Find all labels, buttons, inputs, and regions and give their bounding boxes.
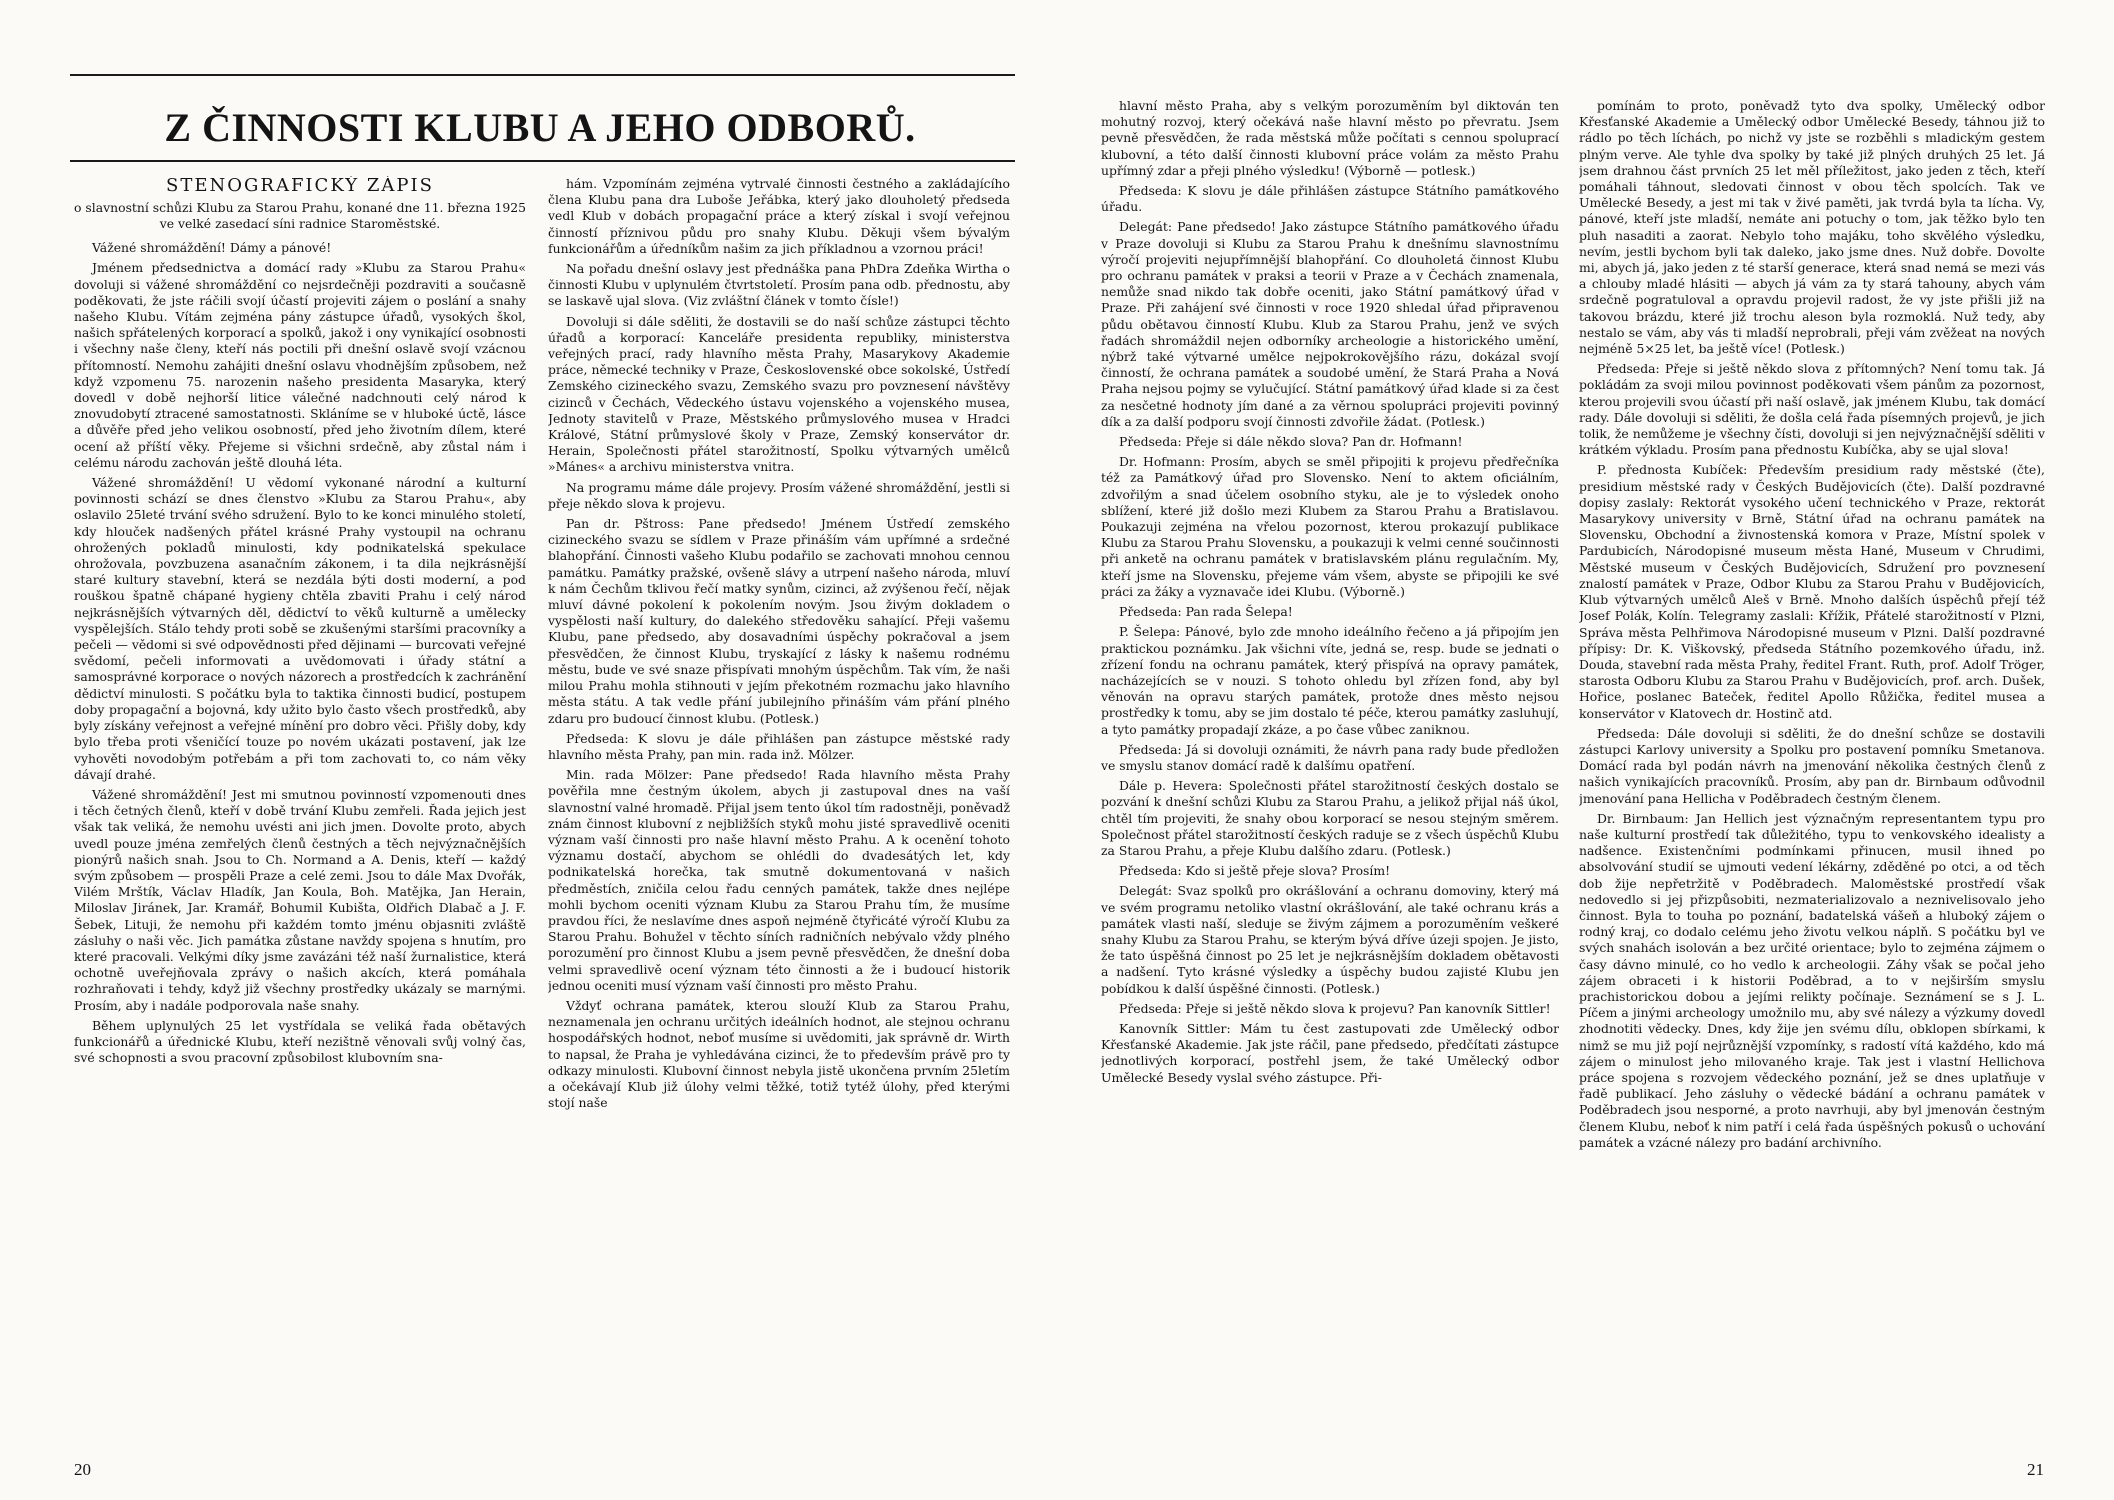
paragraph: Pan dr. Pštross: Pane předsedo! Jménem Ústředí zemského cizineckého svazu se sídlem v Praze přináším vám upřímné a srdečné blahopřání. Činnosti vašeho Klubu podařilo se zachovati mnohou cennou památku. Památky pražské, ovšeně slávy a utrpení našeho národa, mluví k nám Čechům tklivou řečí matky synům, cizinci, až zvýšenou řečí, nějak mluví dávné pokolení k pokolením novým. Jsou živým dokladem o vyspělosti naší kultury, do dalekého středověku sahající. Přeji vašemu Klubu, pane předsedo, aby dosavadními úspěchy pokračoval a jsem přesvědčen, že činnost Klubu, tryskající z lásky k našemu rodnému městu, bude ve své snaze přispívati mnohým úspěchům. Tak vím, že naši milou Prahu mohla stihnouti v jejím překotném rozmachu jako hlavního města státu. A tak vedle přání jubilejního přináším vám přání plného zdaru pro budoucí činnost klubu. (Potlesk.): [548, 516, 1010, 726]
page-title: Z ČINNOSTI KLUBU A JEHO ODBORŮ.: [164, 105, 916, 150]
paragraph: Předseda: Přeje si ještě někdo slova z přítomných? Není tomu tak. Já pokládám za svoji milou povinnost poděkovati všem pánům za pozornost, kterou projevili svou účastí při naší oslavě, jak jménem Klubu, tak domácí rady. Dále dovoluji si sděliti, že došla celá řada písemných projevů, je jich tolik, že nemůžeme je všechny čísti, dovoluji si jen nejvýznačnější sděliti v krátkém výkladu. Prosím pana přednostu Kubíčka, aby se ujal slova!: [1579, 361, 2045, 458]
paragraph: Předseda: Já si dovoluji oznámiti, že návrh pana rady bude předložen ve smyslu stanov domácí radě k dalšímu opatření.: [1101, 741, 1559, 773]
title-rule: [70, 160, 1015, 162]
paragraph: P. přednosta Kubíček: Především presidium rady městské (čte), presidium městské rady v Českých Budějovicích (čte). Další pozdravné dopisy zaslaly: Rektorát vysokého učení technického v Praze, rektorát Masarykovy university v Brně, Státní úřad na ochranu památek na Slovensku, Obchodní a živnostenská komora v Praze, Místní spolek v Pardubicích, Národopisné museum města Hané, Museum v Chrudimi, Městské museum v Českých Budějovicích, Sdružení pro povznesení znalostí památek v Praze, Odbor Klubu za Starou Prahu v Budějovicích, Klub výtvarných umělců Aleš v Brně. Mnoho dalších úspěchů přejí též Josef Polák, Kolín. Telegramy zaslali: Křížik, Přátelé starožitností v Plzni, Správa města Pelhřimova Národopisné museum v Plzni. Další pozdravné přípisy: Dr. K. Viškovský, předseda Státního pozemkového úřadu, inž. Douda, stavební rada města Prahy, ředitel Frant. Ruth, prof. Adolf Tröger, starosta Odboru Klubu za Starou Prahu v Budějovicích, prof. arch. Dušek, Hořice, poslanec Bateček, ředitel Apollo Růžička, ředitel musea a konservátor v Klatovech dr. Hostinč atd.: [1579, 462, 2045, 721]
paragraph: Předseda: Pan rada Šelepa!: [1119, 604, 1293, 620]
paragraph: Vždyť ochrana památek, kterou slouží Klub za Starou Prahu, neznamenala jen ochranu určitých ideálních hodnot, ale stejnou ochranu hospodářských hodnot, neboť musíme si uvědomiti, jak správně dr. Wirth to napsal, že Praha je vyhledávána cizinci, že to především právě pro ty odkazy minulosti. Klubovní činnost nebyla jistě ukončena prvním 25letím a očekávají Klub již úlohy velmi těžké, totiž tytéž úlohy, před kterými stojí naše: [548, 997, 1010, 1111]
paragraph: P. Šelepa: Pánové, bylo zde mnoho ideálního řečeno a já připojím jen praktickou poznámku. Jak všichni víte, jedná se, resp. bude se jednati o zřízení fondu na ochranu památek, který přispívá na opravy památek, nacházejících se v nouzi. S tohoto ohledu byl zřízen fond, aby byl věnován na opravu starých památek, protože dnes město nejsou prostředky k tomu, aby se jim dostalo té péče, kterou památky zasluhují, a tyto památky propadají zkáze, a po čase vůbec zaniknou.: [1101, 624, 1559, 737]
paragraph: Předseda: Kdo si ještě přeje slova? Prosím!: [1119, 863, 1391, 879]
paragraph: Během uplynulých 25 let vystřídala se veliká řada obětavých funkcionářů a úřednické Klubu, kteří nezištně věnovali svůj volný čas, své schopnosti a svou pracovní způsobilost klubovním sna-: [74, 1017, 526, 1066]
right-column-2: [1579, 98, 2045, 1438]
section-heading: STENOGRAFICKÝ ZÁPIS: [166, 176, 434, 196]
paragraph: Delegát: Svaz spolků pro okrášlování a ochranu domoviny, který má ve svém programu netoliko vlastní okrášlování, ale také ochranu krás a památek vlasti naší, sleduje se živým zájmem a porozuměním veškeré snahy Klubu za Starou Prahu, se kterým bývá dříve úzeji spojen. Je jisto, že tato úspěšná činnost po 25 let je nejkrásnějším dokladem obětavosti a nadšení. Tyto krásné výsledky a úspěchy budou zajisté Klubu jen pobídkou k další úspěšné činnosti. (Potlesk.): [1101, 883, 1559, 996]
left-column-2: [548, 176, 1010, 1438]
paragraph: Dr. Hofmann: Prosím, abych se směl připojiti k projevu předřečníka též za Památkový úřad pro Slovensko. Není to aktem oficiálním, zdvořilým a snad účelem osobního styku, ale je to výsledek onoho sblížení, které již došlo mezi Klubem za Starou Prahu a Bratislavou. Poukazuji zejména na vřelou pozornost, kterou prokazují publikace Klubu za Starou Prahu Slovensku, a poukazuji k velmi cenné součinnosti při anketě na ochranu památek v bratislavském plánu regulačním. My, kteří jsme na Slovensku, přejeme vám všem, abyste se připojili ke své práci za žáky a vyznavače idei Klubu. (Výborně.): [1101, 454, 1559, 599]
section-subheading: o slavnostní schůzi Klubu za Starou Prahu, konané dne 11. března 1925 ve velké zasedací síni radnice Staroměstské.: [74, 200, 526, 232]
paragraph: hlavní město Praha, aby s velkým porozuměním byl diktován ten mohutný rozvoj, který očekává naše hlavní město po převratu. Jsem pevně přesvědčen, že rada městská může počítati s cennou spoluprací klubovní, a této další činnosti klubovní práce volám za město Prahu upřímný zdar a přeji plného výsledku! (Výborně — potlesk.): [1101, 98, 1559, 178]
paragraph: Vážené shromáždění! U vědomí vykonané národní a kulturní povinnosti schází se dnes členstvo »Klubu za Starou Prahu«, aby oslavilo 25leté trvání svého sdružení. Bylo to ke konci minulého století, kdy hlouček nadšených přátel krásné Prahy vystoupil na ochranu ohrožených pokladů minulosti, kdy podnikatelská spekulace ohrožovala, povzbuzena asanačním zákonem, i ta dila nejkrásnější staré kultury stavební, která se nezdála býti dosti moderní, a pod rouškou špatně chápané hygieny chtěla zbaviti Prahu i celý národ nejkrásnějších výtvarných děl, dědictví to věků kulturně a umělecky vyspělejších. Stálo tehdy proti sobě se zkušenými staršími pracovníky a pečeli — vědomi si své odpovědnosti před dějinami — burcovati veřejné svědomí, pečeli informovati a uvědomovati i úřady státní a samosprávné korporace o nových názorech a prostředcích k zachránění dědictví minulosti. S počátku byla to taktika činnosti budicí, postupem doby propagační a bojovná, kdy užito bylo často všech prostředků, aby byly získány veřejnost a veřejné mínění pro dobro věci. Přišly doby, kdy bylo třeba proti všeničící touze po novém ukázati postavení, jak lze vyhověti novodobým potřebám a při tom zachovati to, co nám věky dávají drahé.: [74, 475, 526, 782]
paragraph: Předseda: Přeje si ještě někdo slova k projevu? Pan kanovník Sittler!: [1119, 1000, 1551, 1016]
right-column-1: [1101, 98, 1559, 1438]
paragraph: Předseda: Přeje si dále někdo slova? Pan dr. Hofmann!: [1119, 434, 1463, 450]
page-number-right: 21: [2027, 1460, 2044, 1479]
page-number-left: 20: [74, 1460, 91, 1479]
paragraph: Dovoluji si dále sděliti, že dostavili se do naší schůze zástupci těchto úřadů a korporací: Kanceláře presidenta republiky, ministerstva veřejných prací, rady hlavního města Prahy, Masarykovy Akademie práce, německé techniky v Praze, Československé obce sokolské, Ústředí Zemského cizineckého svazu, Zemského svazu pro povznesení návštěvy cizinců v Čechách, Vědeckého ústavu vojenského a vojenského musea, Jednoty stavitelů v Praze, Městského průmyslového musea v Hradci Králové, Státní průmyslové školy v Praze, Zemský konservátor dr. Herain, Společnosti přátel starožitností, Spolku výtvarných umělců »Mánes« a archivu ministerstva vnitra.: [548, 313, 1010, 475]
paragraph: Předseda: K slovu je dále přihlášen zástupce Státního památkového úřadu.: [1101, 183, 1559, 215]
paragraph: hám. Vzpomínám zejména vytrvalé činnosti čestného a zakládajícího člena Klubu pana dra Luboše Jeřábka, který jako dlouholetý předseda vedl Klub v dobách propagační práce a který získal i svojí veřejnou činností příznivou půdu pro snahy Klubu. Děkuji všem bývalým funkcionářům a úředníkům našim za jich příkladnou a vzornou práci!: [548, 176, 1010, 256]
paragraph: Na pořadu dnešní oslavy jest přednáška pana PhDra Zdeňka Wirtha o činnosti Klubu v uplynulém čtvrtstoletí. Prosím pana odb. přednostu, aby se laskavě ujal slova. (Viz zvláštní článek v tomto čísle!): [548, 261, 1010, 309]
top-rule: [70, 74, 1015, 76]
paragraph: Jménem předsednictva a domácí rady »Klubu za Starou Prahu« dovoluji si vážené shromáždění co nejsrdečněji pozdraviti a současně poděkovati, že jste ráčili svojí účastí projeviti zájem o poslání a snahy našeho Klubu. Vítám zejména pány zástupce úřadů, vysokých škol, našich spřátelených korporací a spolků, jakož i ony vynikající osobnosti i všechny naše členy, kteří nás poctili při dnešní oslavě svojí vzácnou přítomností. Nemohu zahájiti dnešní oslavu vhodnějším způsobem, než když vzpomenu 75. narozenin našeho presidenta Masaryka, který dovedl v době nejhorší litice válečné nadchnouti celý národ k znovudobytí ztracené samostatnosti. Skláníme se v hluboké úctě, lásce a důvěře před jeho velikou osobností, před jeho životním dílem, které ocení až příští věky. Přejeme si všichni srdečně, aby zůstal nám i celému národu zachován ještě dlouhá léta.: [74, 260, 526, 470]
paragraph: Kanovník Sittler: Mám tu čest zastupovati zde Umělecký odbor Křesťanské Akademie. Jak jste ráčil, pane předsedo, předčítati zástupce jednotlivých korporací, postřehl jsem, že také Umělecký odbor Umělecké Besedy vyslal svého zástupce. Při-: [1101, 1020, 1559, 1085]
paragraph: Vážené shromáždění! Dámy a pánové!: [92, 240, 332, 256]
paragraph: Na programu máme dále projevy. Prosím vážené shromáždění, jestli si přeje někdo slova k projevu.: [548, 479, 1010, 511]
paragraph: pomínám to proto, poněvadž tyto dva spolky, Umělecký odbor Křesťanské Akademie a Umělecký odbor Umělecké Besedy, táhnou již to rádlo po těch líchách, po nichž vy jste se rozběhli s mladickým gestem plným verve. Ale tyhle dva spolky by také již plných druhých 25 let. Já jsem drahnou část prvních 25 let měl příležitost, jako jeden z těch, kteří pomáhali táhnout, sledovati činnost v obou těch spolcích. Tak ve Umělecké Besedy, a jest mi tak v živé paměti, jak tvrdá byla ta lícha. Vy, pánové, kteří jste mladší, nemáte ani potuchy o tom, jak těžko bylo ten pluh nasaditi a zaorat. Nebylo toho majáku, toho skvělého výsledku, nevím, jestli bychom byli tak daleko, jako jsme dnes. Nuž dobře. Dovolte mi, abych já, jako jeden z té starší generace, která snad nemá se mezi vás a chlouby mladé hlásiti — abych já vám za ty stará tahouny, abych vám srdečně pogratuloval a opravdu projevil radost, že vy jste přišli již na takovou brázdu, které již trochu aleson byla rozmoklá. Nuž tedy, aby nestalo se vám, aby vás ti mladší neprobrali, přeji vám zvěžeat na nových nejméně 5×25 let, ba ještě více! (Potlesk.): [1579, 98, 2045, 357]
left-column-1: [74, 176, 526, 1438]
paragraph: Dr. Birnbaum: Jan Hellich jest význačným representantem typu pro naše kulturní prostředí tak důležitého, typu to venkovského idealisty a nadšence. Existenčními podmínkami přinucen, musil ihned po absolvování studií se ujmouti vedení lékárny, zděděné po otci, a od těch dob žije nepřetržitě v Poděbradech. Maloměstské prostředí však nedovedlo si jej přizpůsobiti, nezmaterializovalo a neznivelisovalo jeho činnost. Byla to touha po poznání, badatelská vášeň a hluboký zájem o rodný kraj, co dodalo celému jeho životu velkou náplň. S počátku byl ve svých snahách isolován a bez určité orientace; bylo to zejména zájmem o časy dávno minulé, co ho vedlo k archeologii. Záhy však se počal jeho zájem obraceti i k historii Poděbrad, a to v nejširším smyslu prachistorickou dobou a jejími relikty počínaje. Seznámení se s J. L. Píčem a jinými archeology umožnilo mu, aby své nálezy a výzkumy dovedl zhodnotiti vědecky. Dnes, kdy žije jen svému dílu, obklopen sbírkami, k nimž se mu již pojí nejrůznější vzpomínky, s radostí vítá každého, kdo má zájem o minulost jeho milovaného kraje. Tak jest i vlastní Hellichova práce spojena s rozvojem vědeckého poznání, jež se dnes uplatňuje v řadě publikací. Jeho zásluhy o vědecké bádání a ochranu památek v Poděbradech jsou nesporné, a proto navrhuji, aby byl jmenován čestným členem Klubu, neboť k nim patří i celá řada úspěšných pokusů o uchování památek a vzácné nálezy pro badání archivního.: [1579, 810, 2045, 1150]
paragraph: Předseda: K slovu je dále přihlášen pan zástupce městské rady hlavního města Prahy, pan min. rada inž. Mölzer.: [548, 730, 1010, 762]
paragraph: Min. rada Mölzer: Pane předsedo! Rada hlavního města Prahy pověřila mne čestným úkolem, abych ji zastupoval dnes na vaší slavnostní valné hromadě. Přijal jsem tento úkol tím radostněji, poněvadž znám činnost klubovní z nejbližších styků mohu jisté spravedlivě oceniti význam vaší činnosti pro naše hlavní město Prahu. A k ocenění tohoto významu dostačí, abychom se ohlédli do dvadesátých let, kdy podnikatelská horečka, tak smutně dokumentovaná v našich předměstích, zničila celou řadu cenných památek, takže dnes nejlépe mohli bychom oceniti význam Klubu za Starou Prahu tím, že musíme pravdou říci, že neslavíme dnes aspoň nejméně čtyřicáté výročí Klubu za Starou Prahu. Bohužel v těchto síních radničních nebývalo vždy plného porozumění pro činnost Klubu a jsem pevně přesvědčen, že dnešní doba velmi spravedlivě ocení význam této činnosti a že i budoucí historik jednou oceniti musí význam vaší činnosti pro město Prahu.: [548, 767, 1010, 993]
paragraph: Dále p. Hevera: Společnosti přátel starožitností českých dostalo se pozvání k dnešní schůzi Klubu za Starou Prahu, a jelikož přijal náš úkol, chtěl tím projeviti, že snahy obou korporací se nesou stejným směrem. Společnost přátel starožitností českých raduje se z všech úspěchů Klubu za Starou Prahu, a přeje Klubu dalšího zdaru. (Potlesk.): [1101, 778, 1559, 858]
paragraph: Vážené shromáždění! Jest mi smutnou povinností vzpomenouti dnes i těch četných členů, kteří v době trvání Klubu zemřeli. Řada jejich jest však tak veliká, že nemohu uvésti ani jich jmen. Dovolte proto, abych uvedl pouze jména zemřelých členů čestných a těch nejvýznačnějších pionýrů našich snah. Jsou to Ch. Normand a A. Denis, kteří — každý svým způsobem — prospěli Praze a celé zemi. Jsou to dále Max Dvořák, Vilém Mrštík, Václav Hladík, Jan Koula, Boh. Matějka, Jan Herain, Miloslav Jiránek, Jar. Kramář, Bohumil Kubišta, Oldřich Dlabač a J. F. Šebek, Lituji, že nemohu při každém tomto jménu objasniti zvláště zásluhy o naši věc. Jich památka zůstane navždy spojena s hnutím, pro které pracovali. Velkými díky jsme zavázáni též naší žurnalistice, která ochotně uveřejňovala zprávy o našich akcích, která pomáhala rozhraňovati i tehdy, když již všechny prostředky ukázaly se marnými. Prosím, aby i nadále podporovala naše snahy.: [74, 786, 526, 1013]
paragraph: Předseda: Dále dovoluji si sděliti, že do dnešní schůze se dostavili zástupci Karlovy university a Spolku pro postavení pomníku Smetanova. Domácí rada byl podán návrh na jmenování několika čestných členů z našich vynikajících pracovníků. Prosím, aby pan dr. Birnbaum odůvodnil jmenování pana Hellicha v Poděbradech čestným členem.: [1579, 725, 2045, 806]
paragraph: Delegát: Pane předsedo! Jako zástupce Státního památkového úřadu v Praze dovoluji si Klubu za Starou Prahu k dnešnímu slavnostnímu výročí projeviti nejupřímnější blahopřání. Co dlouholetá činnost Klubu pro ochranu památek v praksi a teorii v Praze a v Čechách znamenala, nemůže snad nikdo tak dobře oceniti, jako Státní památkový úřad v Praze. Při zahájení své činnosti v roce 1920 shledal úřad připravenou půdu obětavou činností Klubu. Klub za Starou Prahu, jenž ve svých řadách shromáždil nejen odborníky archeologie a historického umění, nýbrž také výtvarné umělce nejpokrokovějšího rázu, dokázal svojí činností, že ochrana památek a soudobé umění, že Stará Praha a Nová Praha nejsou pojmy se vylučující. Státní památkový úřad klade si za čest za nesčetné hodnoty jím dané a za věrnou spolupráci projeviti povinný dík a za další podporu svojí činnosti zdvořile žádat. (Potlesk.): [1101, 219, 1559, 429]
right-page: [1057, 0, 2114, 1500]
